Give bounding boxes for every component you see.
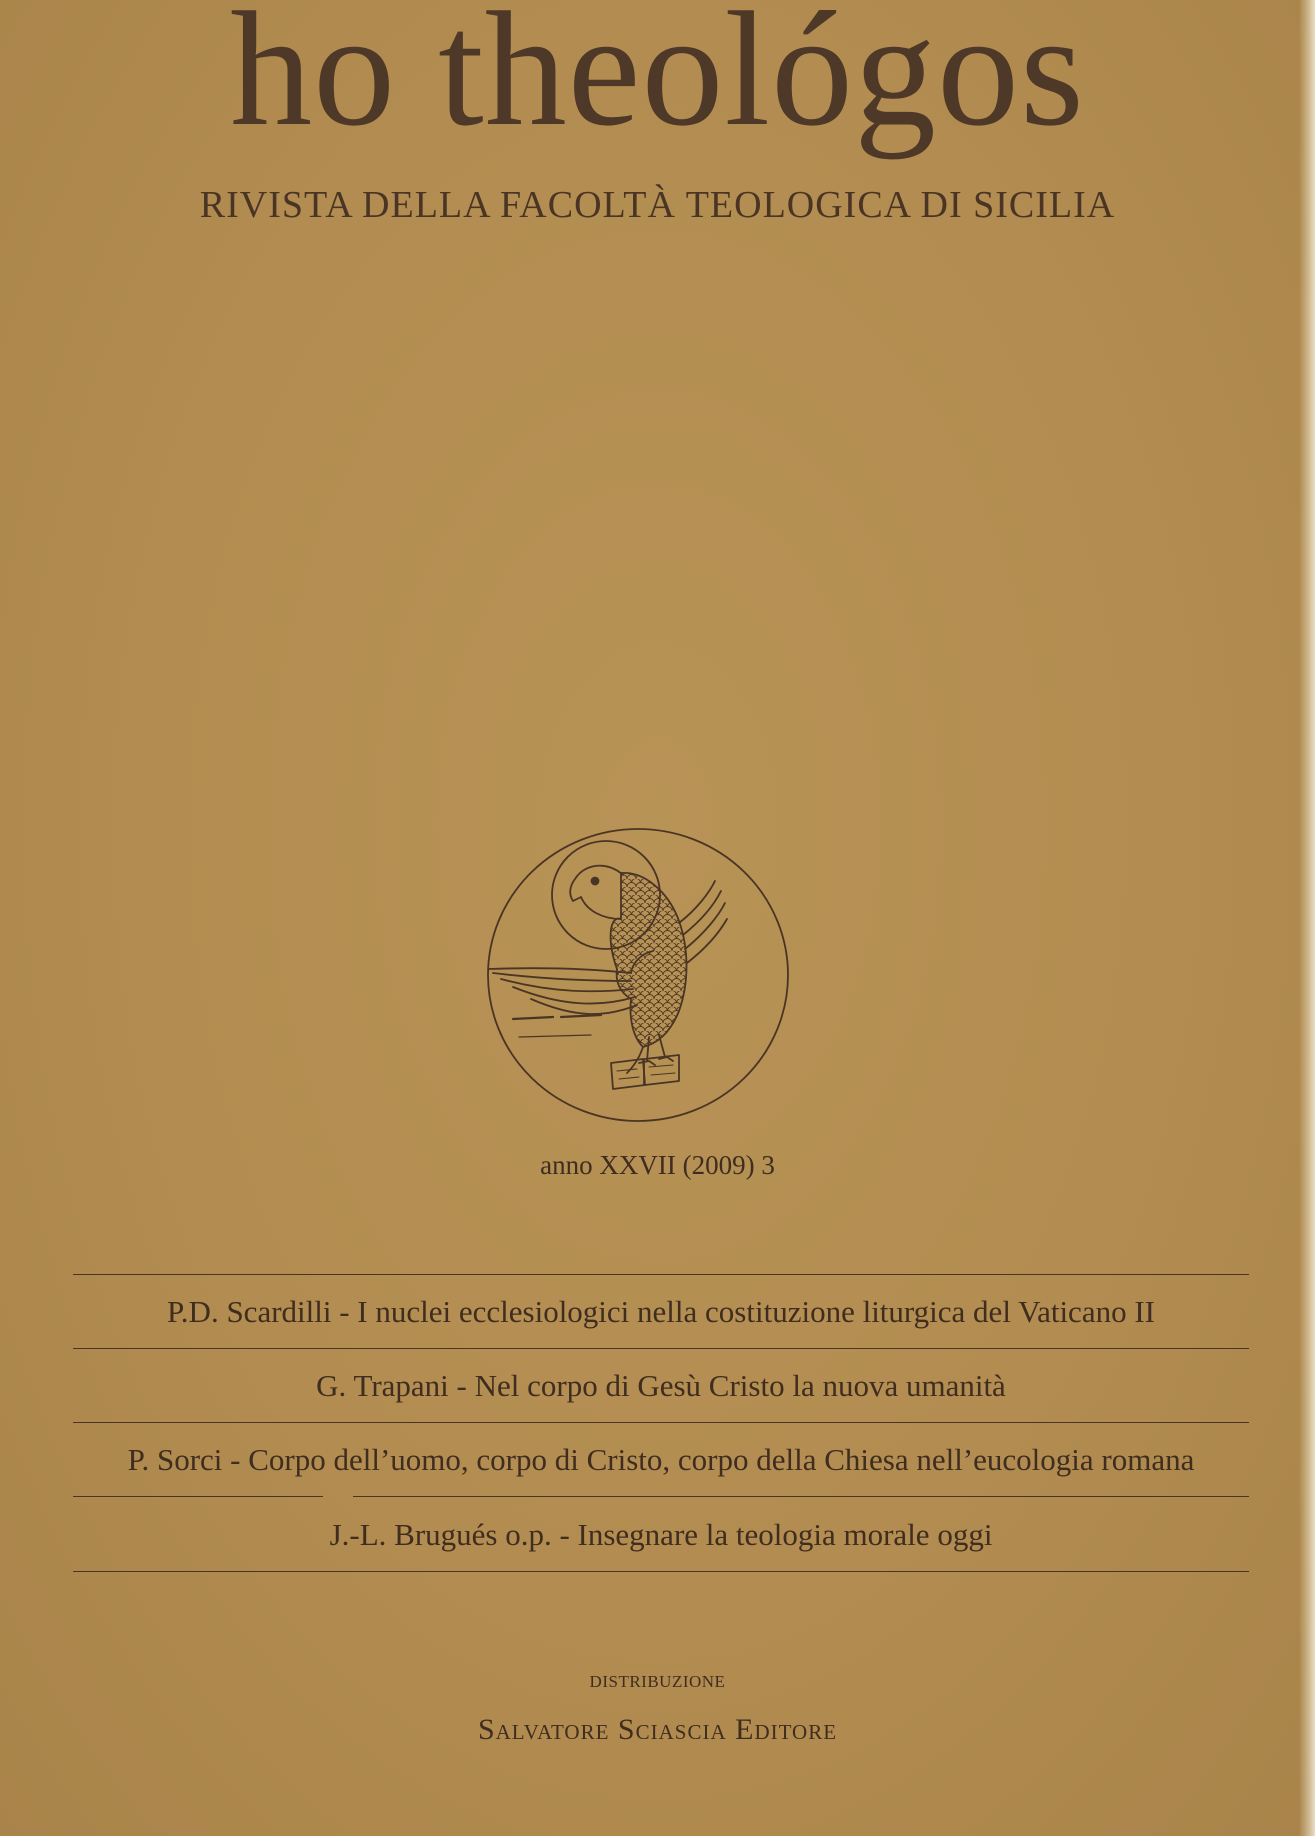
publisher-name: Salvatore Sciascia Editore bbox=[477, 1713, 838, 1746]
distribution-label: DISTRIBUZIONE bbox=[589, 1672, 726, 1691]
table-of-contents bbox=[73, 1274, 1249, 1572]
article-title: P. Sorci - Corpo dell’uomo, corpo di Cristo, corpo della Chiesa nell’eucologia romana bbox=[127, 1442, 1195, 1477]
eagle-of-john-medallion-icon bbox=[483, 823, 793, 1128]
article-title: G. Trapani - Nel corpo di Gesù Cristo la nuova umanità bbox=[316, 1368, 1006, 1403]
divider bbox=[73, 1496, 1249, 1498]
journal-title: ho theológos bbox=[230, 0, 1085, 160]
article-title: P.D. Scardilli - I nuclei ecclesiologici nella costituzione liturgica del Vaticano II bbox=[167, 1294, 1155, 1329]
article-title: J.-L. Brugués o.p. - Insegnare la teologia morale oggi bbox=[329, 1517, 993, 1552]
divider bbox=[73, 1571, 1249, 1572]
issue-number: anno XXVII (2009) 3 bbox=[540, 1150, 775, 1180]
journal-subtitle: RIVISTA DELLA FACOLTÀ TEOLOGICA DI SICILIA bbox=[199, 184, 1116, 226]
